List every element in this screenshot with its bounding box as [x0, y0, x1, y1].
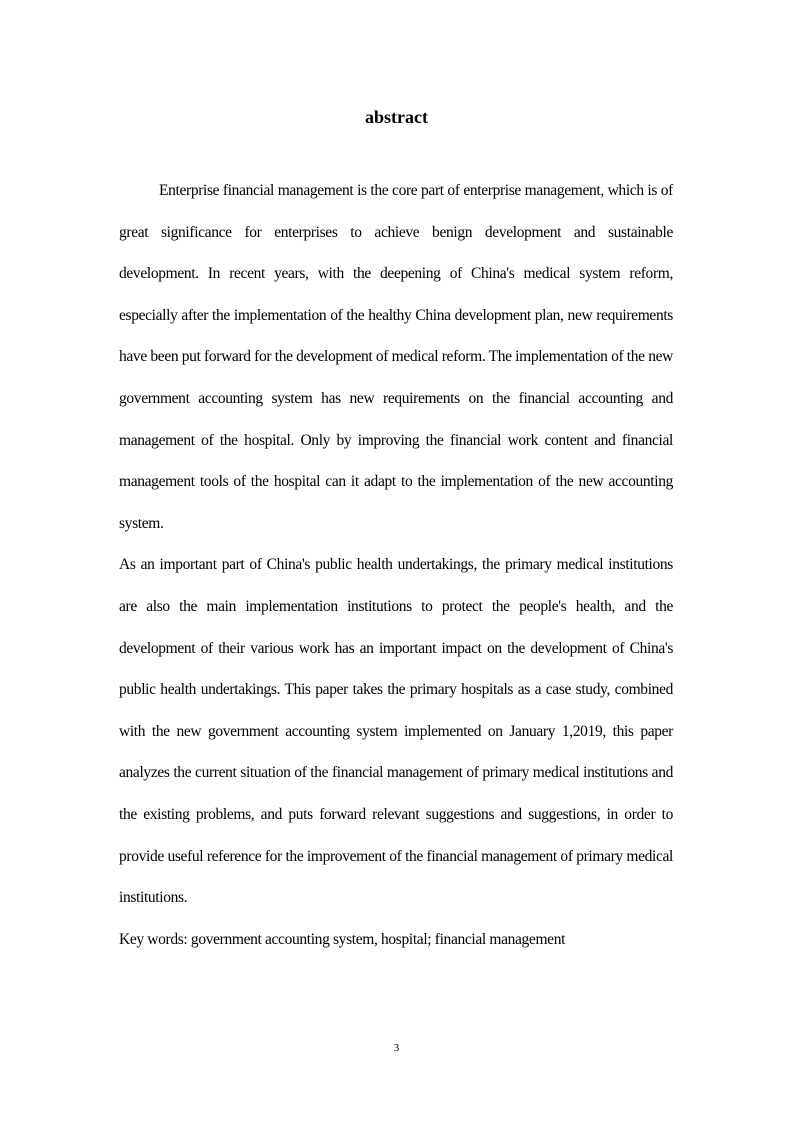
abstract-paragraph-1: Enterprise financial management is the core part of enterprise management, which is of great significance for enterprises to achieve benign development and sustainable development. In recent years, with the deepening of China's medical system reform, especially after the implementation of the healthy China development plan, new requirements have been put forward for the development of medical reform. The implementation of the new government accounting system has new requirements on the financial accounting and management of the hospital. Only by improving the financial work content and financial management tools of the hospital can it adapt to the implementation of the new accounting system.: [119, 182, 673, 532]
abstract-body: [119, 170, 673, 960]
keywords-line: Key words: government accounting system, hospital; financial management: [119, 930, 566, 948]
page-number: 3: [393, 1042, 400, 1054]
abstract-title: abstract: [365, 107, 428, 127]
abstract-paragraph-2: As an important part of China's public health undertakings, the primary medical institutions are also the main implementation institutions to protect the people's health, and the development of their various work has an important impact on the development of China's public health undertakings. This paper takes the primary hospitals as a case study, combined with the new government accounting system implemented on January 1,2019, this paper analyzes the current situation of the financial management of primary medical institutions and the existing problems, and puts forward relevant suggestions and suggestions, in order to provide useful reference for the improvement of the financial management of primary medical institutions.: [119, 556, 673, 907]
